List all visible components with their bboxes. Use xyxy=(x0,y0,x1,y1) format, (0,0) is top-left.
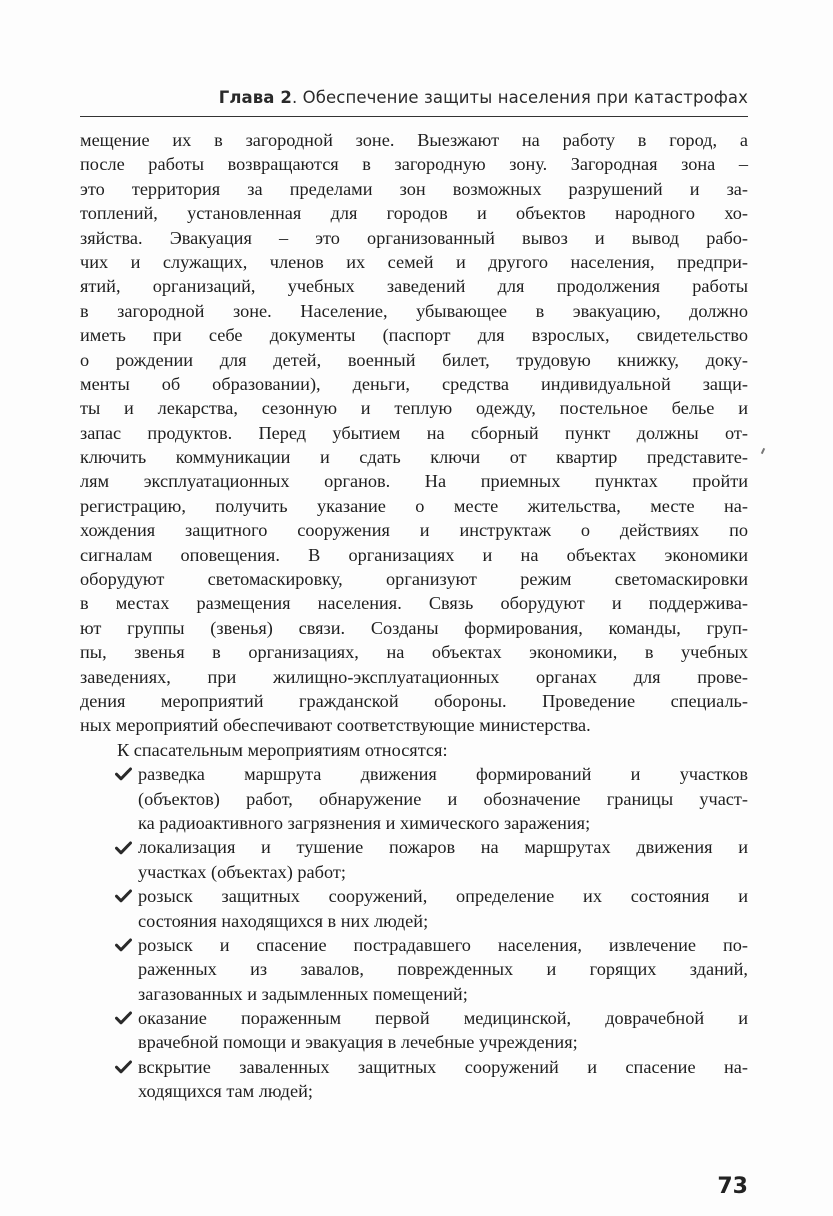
list-item-line: врачебной помощи и эвакуация в лечебные учреждения; xyxy=(138,1032,578,1053)
list-item-line: (объектов) работ, обнаружение и обозначение границы участ- xyxy=(138,788,748,809)
list-item-line: ка радиоактивного загрязнения и химического заражения; xyxy=(138,812,591,833)
text-line: ключить коммуникации и сдать ключи от квартир представите- xyxy=(80,447,748,468)
text-line: иметь при себе документы (паспорт для взрослых, свидетельство xyxy=(80,325,748,346)
scan-speck xyxy=(761,448,765,454)
list-item xyxy=(80,933,748,1006)
page-body xyxy=(80,128,748,1104)
text-line: лям эксплуатационных органов. На приемных пунктах пройти xyxy=(80,471,748,492)
checkmark-icon xyxy=(115,762,135,786)
text-line: запас продуктов. Перед убытием на сборный пункт должны от- xyxy=(80,422,748,443)
text-line: зяйства. Эвакуация – это организованный вывоз и вывод рабо- xyxy=(80,227,748,248)
list-item-line: загазованных и задымленных помещений; xyxy=(138,983,468,1004)
rescue-measures-list xyxy=(80,762,748,1103)
checkmark-icon xyxy=(115,1055,135,1079)
list-item-line: розыск защитных сооружений, определение их состояния и xyxy=(138,886,748,907)
list-item-line: локализация и тушение пожаров на маршрутах движения и xyxy=(138,837,748,858)
text-line: ты и лекарства, сезонную и теплую одежду, постельное белье и xyxy=(80,398,748,419)
text-line: ятий, организаций, учебных заведений для продолжения работы xyxy=(80,276,748,297)
text-line: регистрацию, получить указание о месте жительства, месте на- xyxy=(80,495,748,516)
text-line: ют группы (звенья) связи. Созданы формирования, команды, груп- xyxy=(80,617,748,638)
checkmark-icon xyxy=(115,884,135,908)
text-line: оборудуют светомаскировку, организуют режим светомаскировки xyxy=(80,569,748,590)
text-line: о рождении для детей, военный билет, трудовую книжку, доку- xyxy=(80,349,748,370)
list-item xyxy=(80,835,748,884)
text-line: это территория за пределами зон возможных разрушений и за- xyxy=(80,178,748,199)
list-item-line: вскрытие заваленных защитных сооружений и спасение на- xyxy=(138,1056,748,1077)
list-item-line: участках (объектах) работ; xyxy=(138,861,346,882)
checkmark-icon xyxy=(115,933,135,957)
text-line: сигналам оповещения. В организациях и на объектах экономики xyxy=(80,544,748,565)
text-line: хождения защитного сооружения и инструктаж о действиях по xyxy=(80,520,748,541)
list-item-line: оказание пораженным первой медицинской, доврачебной и xyxy=(138,1008,748,1029)
header-rule xyxy=(80,116,748,117)
text-line: заведениях, при жилищно-эксплуатационных органах для прове- xyxy=(80,666,748,687)
list-item xyxy=(80,1006,748,1055)
list-item xyxy=(80,884,748,933)
list-item-line: розыск и спасение пострадавшего населения, извлечение по- xyxy=(138,934,748,955)
running-header xyxy=(80,88,748,107)
text-line: пы, звенья в организациях, на объектах экономики, в учебных xyxy=(80,642,748,663)
text-line: в местах размещения населения. Связь оборудуют и поддержива- xyxy=(80,593,748,614)
chapter-title: . Обеспечение защиты населения при катастрофах xyxy=(291,88,748,107)
text-line: дения мероприятий гражданской обороны. Проведение специаль- xyxy=(80,690,748,711)
chapter-label: Глава 2 xyxy=(218,88,292,107)
list-item xyxy=(80,762,748,835)
checkmark-icon xyxy=(115,835,135,859)
list-item-line: ходящихся там людей; xyxy=(138,1081,313,1102)
list-intro: К спасательным мероприятиям относятся: xyxy=(117,739,448,760)
text-line: менты об образовании), деньги, средства индивидуальной защи- xyxy=(80,373,748,394)
page-number: 73 xyxy=(717,1174,748,1199)
checkmark-icon xyxy=(115,1006,135,1030)
text-line: после работы возвращаются в загородную зону. Загородная зона – xyxy=(80,154,748,175)
list-item-line: состояния находящихся в них людей; xyxy=(138,910,429,931)
text-line: в загородной зоне. Население, убывающее в эвакуацию, должно xyxy=(80,300,748,321)
list-item xyxy=(80,1055,748,1104)
list-item-line: раженных из завалов, поврежденных и горящих зданий, xyxy=(138,959,748,980)
text-line: топлений, установленная для городов и объектов народного хо- xyxy=(80,203,748,224)
text-line: чих и служащих, членов их семей и другого населения, предпри- xyxy=(80,251,748,272)
text-line: мещение их в загородной зоне. Выезжают на работу в город, а xyxy=(80,130,748,150)
paragraph-evacuation xyxy=(80,128,748,738)
text-line: ных мероприятий обеспечивают соответствующие министерства. xyxy=(80,715,591,736)
list-item-line: разведка маршрута движения формирований и участков xyxy=(138,764,748,785)
